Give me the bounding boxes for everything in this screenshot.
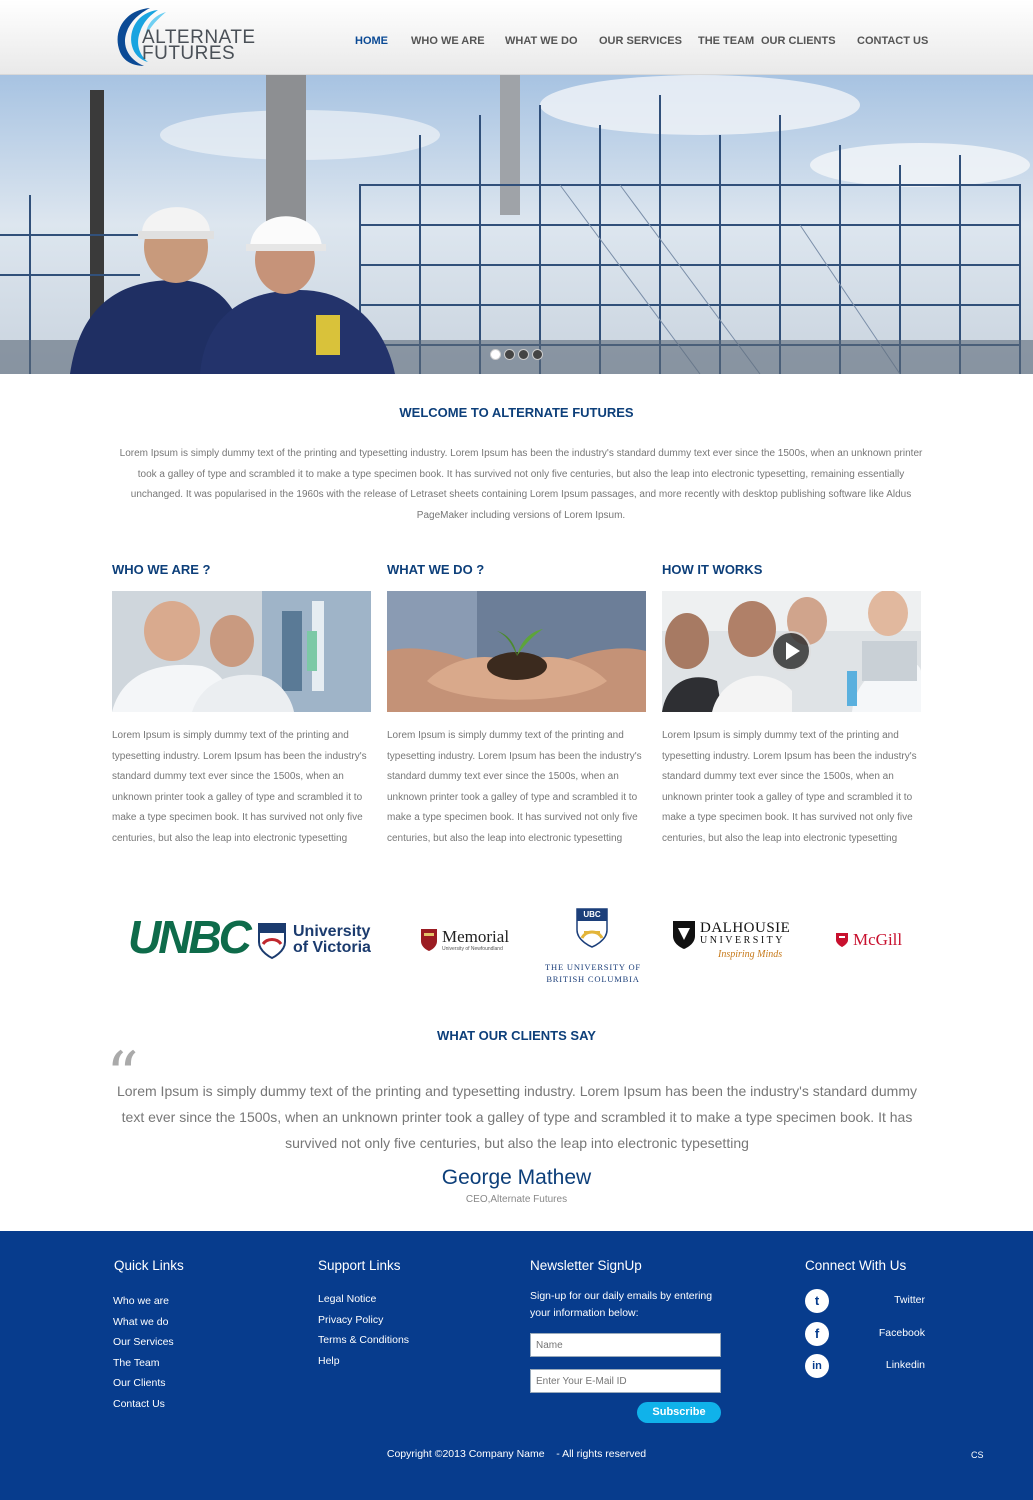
nav-what-we-do[interactable]: WHAT WE DO <box>505 35 578 47</box>
testimonial-text: Lorem Ipsum is simply dummy text of the printing and typesetting industry. Lorem Ipsum has been the industry's standard dummy text ever since the 1500s, when an unknown printer took a galley of type and scrambled it to make a type specimen book. It has survived not only five centuries, but also the leap into electronic typesetting <box>116 1083 917 1151</box>
who-we-are-text: Lorem Ipsum is simply dummy text of the printing and typesetting industry. Lorem Ipsum has been the industry's standard dummy text ever since the 1500s, when an unknown printer took a galley of type and scrambled it to make a type specimen book. It has survived not only five centuries, but also the leap into electronic typesetting <box>112 730 367 844</box>
nav-who-we-are[interactable]: WHO WE ARE <box>411 35 485 47</box>
hero-refinery-image <box>0 75 1033 374</box>
uvic-crest-icon <box>257 922 287 960</box>
memorial-crest-icon <box>420 928 438 952</box>
slider-dot-4[interactable] <box>532 349 543 360</box>
play-icon[interactable] <box>771 631 811 671</box>
what-we-do-title: WHAT WE DO ? <box>387 562 485 577</box>
memorial-subtitle: University of Newfoundland <box>442 946 503 952</box>
site-header <box>0 0 1033 75</box>
slider-dot-1[interactable] <box>490 349 501 360</box>
footer-link-terms[interactable]: Terms & Conditions <box>318 1334 410 1347</box>
unbc-logo[interactable]: UNBC <box>128 911 249 963</box>
social-twitter[interactable] <box>805 1289 925 1313</box>
ubc-name-line2: BRITISH COLUMBIA <box>546 974 640 984</box>
brand-logo[interactable] <box>110 4 270 68</box>
footer-link-help[interactable]: Help <box>318 1354 340 1367</box>
ubc-name-line1: THE UNIVERSITY OF <box>545 962 641 972</box>
ubc-badge-text: UBC <box>583 910 601 919</box>
welcome-text: Lorem Ipsum is simply dummy text of the printing and typesetting industry. Lorem Ipsum has been the industry's standard dummy text ever since the 1500s, when an unknown printer took a galley of type and scrambled it to make a type specimen book. It has survived not only five centuries, but also the leap into electronic typesetting, remaining essentially unchanged. It was popularised in the 1960s with the release of Letraset sheets containing Lorem Ipsum passages, and more recently with desktop publishing software like Aldus PageMaker including versions of Lorem Ipsum. <box>119 448 923 521</box>
uvic-name-line2: of Victoria <box>293 939 371 956</box>
cs-badge: CS <box>971 1450 984 1460</box>
support-links-title: Support Links <box>318 1258 401 1273</box>
brand-name-line1: ALTERNATE <box>142 27 256 48</box>
support-links-list <box>318 1293 409 1375</box>
copyright-text: Copyright ©2013 Company Name - All rights reserved <box>386 1448 647 1460</box>
meeting-video-thumbnail[interactable] <box>662 591 921 712</box>
who-we-are-title: WHO WE ARE ? <box>112 562 211 577</box>
quote-icon: “ <box>106 1039 139 1113</box>
footer-link-who-we-are[interactable]: Who we are <box>113 1295 170 1307</box>
linkedin-icon: in <box>805 1354 829 1378</box>
dalhousie-tagline: Inspiring Minds <box>718 949 783 960</box>
how-it-works-column <box>662 562 921 844</box>
social-twitter-label: Twitter <box>894 1294 925 1306</box>
footer-link-contact-us[interactable]: Contact Us <box>113 1397 165 1410</box>
mcgill-name: McGill <box>853 930 903 949</box>
newsletter-name-input[interactable] <box>530 1333 721 1357</box>
quick-links-list <box>113 1295 174 1419</box>
testimonial-title: WHAT OUR CLIENTS SAY <box>437 1028 596 1043</box>
subscribe-button[interactable]: Subscribe <box>637 1402 721 1423</box>
newsletter-email-input[interactable] <box>530 1369 721 1393</box>
footer-link-legal-notice[interactable]: Legal Notice <box>318 1293 377 1305</box>
connect-title: Connect With Us <box>805 1258 907 1273</box>
brand-name-line2: FUTURES <box>142 43 236 64</box>
dalhousie-logo[interactable] <box>672 920 802 964</box>
memorial-logo[interactable] <box>420 926 520 958</box>
testimonial-author: George Mathew <box>441 1166 592 1189</box>
uvic-name-line1: University <box>293 923 371 940</box>
slider-dot-3[interactable] <box>518 349 529 360</box>
social-linkedin[interactable] <box>805 1354 925 1378</box>
who-we-are-column <box>112 562 371 844</box>
nav-contact-us[interactable]: CONTACT US <box>857 35 929 47</box>
nav-our-clients[interactable]: OUR CLIENTS <box>761 35 836 47</box>
footer-link-our-clients[interactable]: Our Clients <box>113 1377 166 1390</box>
slider-dot-2[interactable] <box>504 349 515 360</box>
facebook-icon: f <box>805 1322 829 1346</box>
hero-slider[interactable] <box>0 75 1033 374</box>
nav-our-services[interactable]: OUR SERVICES <box>599 35 682 47</box>
footer-link-what-we-do[interactable]: What we do <box>113 1315 169 1328</box>
hands-plant-image <box>387 591 646 712</box>
social-linkedin-label: Linkedin <box>885 1359 925 1371</box>
what-we-do-column <box>387 562 646 844</box>
what-we-do-text: Lorem Ipsum is simply dummy text of the printing and typesetting industry. Lorem Ipsum has been the industry's standard dummy text ever since the 1500s, when an unknown printer took a galley of type and scrambled it to make a type specimen book. It has survived not only five centuries, but also the leap into electronic typesetting <box>387 730 642 844</box>
dalhousie-subtitle: UNIVERSITY <box>700 935 785 946</box>
client-logos <box>0 900 1033 990</box>
footer-link-our-services[interactable]: Our Services <box>113 1336 174 1349</box>
social-facebook[interactable] <box>805 1322 925 1346</box>
how-it-works-title: HOW IT WORKS <box>662 562 763 577</box>
mcgill-logo[interactable] <box>835 930 925 954</box>
welcome-title: WELCOME TO ALTERNATE FUTURES <box>399 405 634 420</box>
testimonial-author-role: CEO,Alternate Futures <box>465 1194 568 1205</box>
nav-home[interactable]: HOME <box>355 35 388 47</box>
dalhousie-name: DALHOUSIE <box>700 920 791 936</box>
social-facebook-label: Facebook <box>878 1327 925 1339</box>
memorial-name: Memorial <box>442 927 510 946</box>
nav-the-team[interactable]: THE TEAM <box>698 35 755 47</box>
quick-links-title: Quick Links <box>114 1258 184 1273</box>
dalhousie-crest-icon <box>672 920 696 950</box>
uvic-logo[interactable] <box>257 922 371 962</box>
newsletter-description: Sign-up for our daily emails by entering your information below: <box>530 1290 713 1319</box>
lab-scientists-image <box>112 591 371 712</box>
footer-link-privacy-policy[interactable]: Privacy Policy <box>318 1313 384 1326</box>
how-it-works-text: Lorem Ipsum is simply dummy text of the printing and typesetting industry. Lorem Ipsum has been the industry's standard dummy text ever since the 1500s, when an unknown printer took a galley of type and scrambled it to make a type specimen book. It has survived not only five centuries, but also the leap into electronic typesetting <box>662 730 917 844</box>
ubc-logo[interactable] <box>538 908 648 988</box>
footer-link-the-team[interactable]: The Team <box>113 1356 160 1369</box>
twitter-icon: t <box>805 1289 829 1313</box>
mcgill-crest-icon <box>835 932 849 948</box>
newsletter-title: Newsletter SignUp <box>530 1258 642 1273</box>
